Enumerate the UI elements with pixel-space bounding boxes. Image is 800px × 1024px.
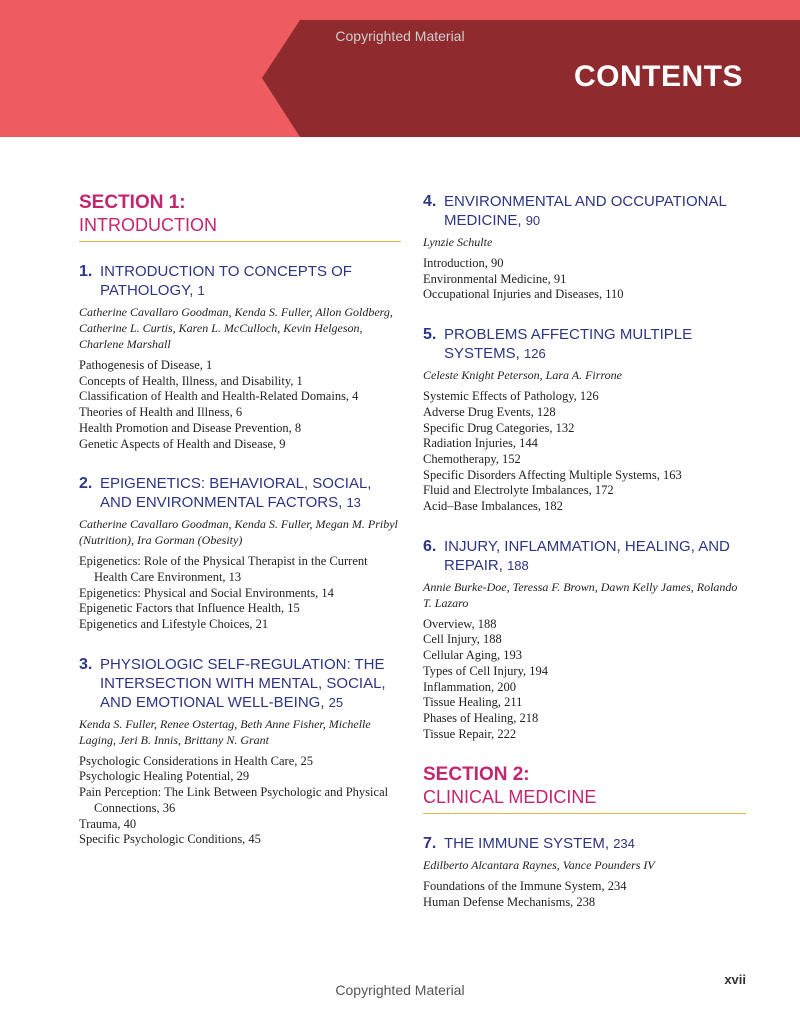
topic-item[interactable]: Inflammation, 200 bbox=[423, 679, 517, 694]
topic-item[interactable]: Fluid and Electrolyte Imbalances, 172 bbox=[423, 483, 614, 498]
topic-item[interactable]: Genetic Aspects of Health and Disease, 9 bbox=[79, 436, 286, 451]
chapter-number: 5. bbox=[423, 326, 437, 344]
section-header bbox=[423, 764, 746, 814]
topic-item[interactable]: Cellular Aging, 193 bbox=[423, 648, 522, 663]
chapter-title: INJURY, INFLAMMATION, HEALING, AND REPAIR, bbox=[444, 537, 730, 574]
chapter-authors: Celeste Knight Peterson, Lara A. Firrone bbox=[423, 368, 622, 383]
topic-item[interactable]: Environmental Medicine, 91 bbox=[423, 271, 567, 286]
chapter-page: 13 bbox=[346, 495, 361, 511]
chapter-number: 7. bbox=[423, 835, 437, 853]
topic-item[interactable]: Cell Injury, 188 bbox=[423, 632, 502, 647]
section-label: SECTION 2: bbox=[423, 764, 530, 786]
chapter-heading[interactable] bbox=[423, 325, 746, 363]
watermark-top: Copyrighted Material bbox=[335, 28, 465, 44]
topic-item[interactable]: Adverse Drug Events, 128 bbox=[423, 404, 556, 419]
chapter-authors: Catherine Cavallaro Goodman, Kenda S. Fuller, Megan M. Pribyl (Nutrition), Ira Gorman (Obesity) bbox=[79, 517, 398, 548]
chapter-authors: Edilberto Alcantara Raynes, Vance Pounders IV bbox=[423, 858, 655, 873]
chapter-title: PROBLEMS AFFECTING MULTIPLE SYSTEMS, bbox=[444, 326, 693, 363]
topic-item[interactable]: Introduction, 90 bbox=[423, 256, 504, 270]
section-divider bbox=[423, 813, 746, 814]
topic-item[interactable]: Epigenetics and Lifestyle Choices, 21 bbox=[79, 617, 269, 632]
right-column bbox=[423, 192, 746, 933]
page-number: xvii bbox=[724, 972, 746, 987]
topic-item[interactable]: Human Defense Mechanisms, 238 bbox=[423, 895, 596, 910]
topic-item[interactable]: Types of Cell Injury, 194 bbox=[423, 663, 549, 678]
chapter-number: 1. bbox=[79, 263, 93, 280]
topic-item[interactable]: Systemic Effects of Pathology, 126 bbox=[423, 389, 599, 404]
topic-item[interactable]: Epigenetic Factors that Influence Health, 15 bbox=[79, 601, 300, 616]
section-divider bbox=[79, 241, 401, 242]
chapter-heading[interactable] bbox=[423, 537, 746, 575]
section-header bbox=[79, 192, 401, 242]
chapter-page: 188 bbox=[507, 557, 529, 573]
chapter-entry bbox=[423, 834, 746, 910]
topic-item[interactable]: Tissue Repair, 222 bbox=[423, 726, 517, 741]
chapter-authors: Catherine Cavallaro Goodman, Kenda S. Fuller, Allon Goldberg, Catherine L. Curtis, Karen L. McCulloch, Kevin Helgeson, Charlene Marshall bbox=[79, 305, 393, 351]
chapter-title: INTRODUCTION TO CONCEPTS OF PATHOLOGY, bbox=[100, 263, 352, 299]
topic-item[interactable]: Specific Disorders Affecting Multiple Systems, 163 bbox=[423, 467, 682, 482]
chapter-entry bbox=[423, 325, 746, 515]
chapter-title: THE IMMUNE SYSTEM, bbox=[444, 835, 610, 853]
chapter-title: EPIGENETICS: BEHAVIORAL, SOCIAL, AND ENVIRONMENTAL FACTORS, bbox=[100, 475, 372, 512]
chapter-heading[interactable] bbox=[423, 834, 746, 853]
left-column bbox=[79, 192, 401, 870]
chapter-title: PHYSIOLOGIC SELF-REGULATION: THE INTERSECTION WITH MENTAL, SOCIAL, AND EMOTIONAL WELL-BEING, bbox=[100, 655, 386, 711]
chapter-heading[interactable] bbox=[423, 192, 746, 230]
chapter-page: 1 bbox=[197, 283, 205, 298]
topic-item[interactable]: Chemotherapy, 152 bbox=[423, 451, 521, 466]
topic-item[interactable]: Classification of Health and Health-Related Domains, 4 bbox=[79, 389, 359, 404]
topic-item[interactable]: Concepts of Health, Illness, and Disability, 1 bbox=[79, 373, 303, 388]
chapter-page: 90 bbox=[525, 213, 541, 228]
section-label: SECTION 1: bbox=[79, 192, 186, 213]
chapter-authors: Kenda S. Fuller, Renee Ostertag, Beth Anne Fisher, Michelle Laging, Jeri B. Innis, Brittany N. Grant bbox=[79, 716, 371, 747]
chapter-heading[interactable] bbox=[79, 655, 401, 712]
topic-item[interactable]: Pain Perception: The Link Between Psychologic and Physical Connections, 36 bbox=[79, 785, 389, 815]
topic-item[interactable]: Phases of Healing, 218 bbox=[423, 710, 539, 725]
topic-item[interactable]: Psychologic Considerations in Health Care, 25 bbox=[79, 753, 313, 768]
topic-item[interactable]: Occupational Injuries and Diseases, 110 bbox=[423, 287, 624, 302]
chapter-page: 234 bbox=[613, 836, 635, 852]
topic-item[interactable]: Pathogenesis of Disease, 1 bbox=[79, 358, 213, 372]
topic-item[interactable]: Health Promotion and Disease Prevention, 8 bbox=[79, 420, 302, 435]
topic-item[interactable]: Overview, 188 bbox=[423, 616, 497, 631]
topic-item[interactable]: Tissue Healing, 211 bbox=[423, 695, 523, 710]
chapter-page: 25 bbox=[328, 694, 344, 710]
watermark-bottom: Copyrighted Material bbox=[335, 982, 465, 998]
chapter-entry bbox=[79, 262, 401, 452]
chapter-title: ENVIRONMENTAL AND OCCUPATIONAL MEDICINE, bbox=[444, 193, 727, 229]
chapter-entry bbox=[79, 655, 401, 848]
section-name: INTRODUCTION bbox=[79, 215, 217, 235]
chapter-heading[interactable] bbox=[79, 262, 401, 300]
chapter-number: 3. bbox=[79, 655, 93, 673]
chapter-heading[interactable] bbox=[79, 474, 401, 512]
chapter-number: 4. bbox=[423, 193, 437, 210]
topic-item[interactable]: Specific Psychologic Conditions, 45 bbox=[79, 832, 261, 847]
chapter-authors: Lynzie Schulte bbox=[423, 235, 493, 249]
topic-item[interactable]: Theories of Health and Illness, 6 bbox=[79, 405, 243, 420]
topic-item[interactable]: Trauma, 40 bbox=[79, 816, 137, 831]
page-title: CONTENTS bbox=[574, 60, 743, 93]
chapter-authors: Annie Burke-Doe, Teressa F. Brown, Dawn Kelly James, Rolando T. Lazaro bbox=[423, 579, 738, 610]
chapter-number: 6. bbox=[423, 537, 437, 555]
chapter-entry bbox=[79, 474, 401, 633]
topic-item[interactable]: Specific Drug Categories, 132 bbox=[423, 420, 575, 435]
section-name: CLINICAL MEDICINE bbox=[423, 787, 597, 808]
topic-item[interactable]: Radiation Injuries, 144 bbox=[423, 436, 538, 451]
topic-item[interactable]: Acid–Base Imbalances, 182 bbox=[423, 499, 563, 514]
topic-item[interactable]: Psychologic Healing Potential, 29 bbox=[79, 769, 250, 784]
topic-item[interactable]: Foundations of the Immune System, 234 bbox=[423, 879, 627, 894]
topic-item[interactable]: Epigenetics: Physical and Social Environments, 14 bbox=[79, 585, 334, 600]
chapter-page: 126 bbox=[524, 346, 546, 362]
chapter-entry bbox=[423, 192, 746, 303]
header-banner-top bbox=[0, 0, 800, 20]
chapter-number: 2. bbox=[79, 475, 93, 493]
chapter-entry bbox=[423, 537, 746, 743]
topic-item[interactable]: Epigenetics: Role of the Physical Therapist in the Current Health Care Environment, 13 bbox=[79, 554, 368, 584]
